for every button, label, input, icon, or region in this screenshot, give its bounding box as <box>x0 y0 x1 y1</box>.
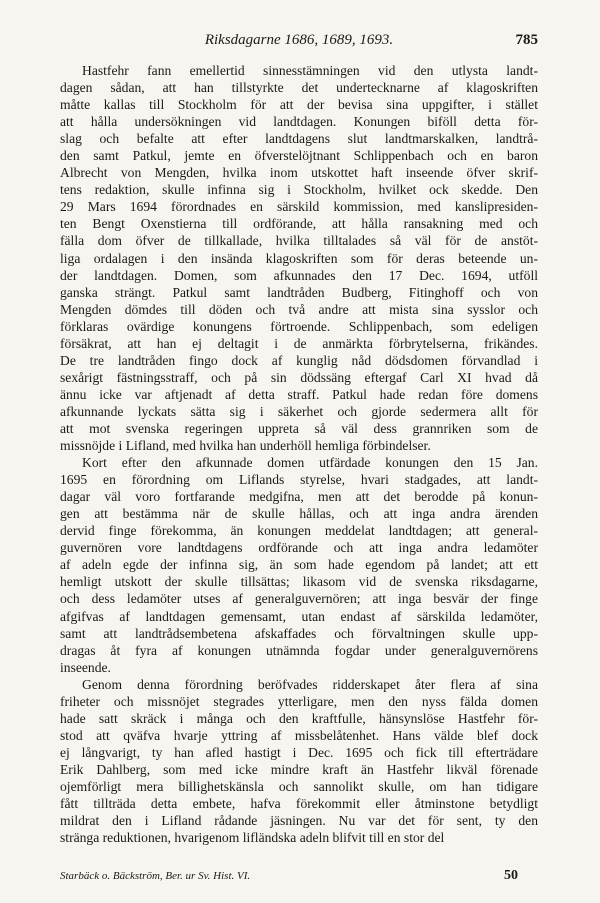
text-line: ganska strängt. Patkul samt landtråden Budberg, Fitinghoff och von <box>60 284 538 300</box>
text-line: afgifvas af landtdagen gemensamt, utan endast af särskilda ledamöter, <box>60 608 538 624</box>
text-line: förklaras ovärdige konungens förtroende. Schlippenbach, som edeligen <box>60 318 538 334</box>
page-footer <box>60 868 538 888</box>
text-line: friheter och missnöjet stegrades ytterligare, men den nyss fälda domen <box>60 693 538 709</box>
text-line: 29 Mars 1694 förordnades en särskild kommission, med kanslipresiden- <box>60 199 538 215</box>
text-line: dragas åt fyra af konungen utnämnda fogdar under generalguvernörens <box>60 642 538 658</box>
text-line: liga ordalagen i den insända klagoskriften som för deras beteende un- <box>60 250 538 266</box>
text-line: samt att landtrådsembetena afskaffades och förvaltningen skulle upp- <box>60 625 538 641</box>
text-line: guvernören vore landtdagens ordförande och att inga andra ledamöter <box>60 540 538 556</box>
text-line: dagen sådan, att han tillstyrkte det undertecknarne af klagoskriften <box>60 80 538 96</box>
text-line: och dess ledamöter utses af generalguvernören; att inga besvär der finge <box>60 591 538 607</box>
text-line: 1695 en förordning om Liflands styrelse, hvari stadgades, att landt- <box>60 472 538 488</box>
text-line: dagar väl voro fortfarande medgifna, men att det berodde på konun- <box>60 489 538 505</box>
body-text <box>60 62 538 846</box>
text-line: dervid finge förekomma, än konungen meddelat landtdagen; att general- <box>60 523 538 539</box>
text-line: Albrecht von Mengden, hvilka inom utskottet haft inseende öfver skrif- <box>60 165 538 181</box>
text-line: tens redaktion, skulle infinna sig i Stockholm, hvilket ock skedde. Den <box>60 182 538 198</box>
text-line: gen att bestämma när de skulle hållas, och att inga andra ärenden <box>60 506 538 522</box>
text-line: slag och befalte att efter landtdagens slut landtmarskalken, landtrå- <box>60 131 538 147</box>
text-line: den samt Patkul, jemte en öfverstelöjtnant Schlippenbach och en baron <box>60 148 538 164</box>
text-line: ten Bengt Oxenstierna till ordförande, att hålla ransakning med och <box>60 216 538 232</box>
text-line: ojemförligt mera billighetskänsla och sannolikt skulle, om han tidigare <box>60 778 538 794</box>
text-line: sexårigt fästningsstraff, och på sin dödssäng eftergaf Carl XI hvad då <box>60 369 538 385</box>
text-line: fått tillträda detta embete, hafva förekommit eller åtminstone betydligt <box>60 796 538 812</box>
text-line: måtte kallas till Stockholm för att der bevisa sina uppgifter, i stället <box>60 97 538 113</box>
text-line: Genom denna förordning beröfvades ridderskapet åter flera af sina <box>82 676 538 692</box>
footer-source-note: Starbäck o. Bäckström, Ber. ur Sv. Hist. VI. <box>60 870 251 882</box>
text-line: försäkrat, att han ej deltagit i de anmärkta förbrytelserna, frikändes. <box>60 335 538 351</box>
text-line: Kort efter den afkunnade domen utfärdade konungen den 15 Jan. <box>82 455 538 471</box>
text-line: ännu icke var aftjenadt af detta straff. Patkul hade redan före domens <box>60 386 538 402</box>
text-line: der landtdagen. Domen, som afkunnades den 17 Dec. 1694, utföll <box>60 267 538 283</box>
text-line: Hastfehr fann emellertid sinnesstämningen vid den utlysta landt- <box>82 63 538 78</box>
text-line: De tre landtråden fingo dock af kunglig nåd dödsdomen förvandlad i <box>60 352 538 368</box>
text-line: Erik Dahlberg, som med icke mindre kraft än Hastfehr likväl förenade <box>60 761 538 777</box>
running-title: Riksdagarne 1686, 1689, 1693. <box>204 32 394 48</box>
page-number: 785 <box>515 32 538 48</box>
text-line: Mengden dömdes till döden och två andre att mista sina sysslor och <box>60 301 538 317</box>
signature-mark: 50 <box>504 868 518 883</box>
text-line: af adeln egde der infinna sig, än som hade egendom på landet; att ett <box>60 557 538 573</box>
text-line: hade satt skräck i många och den kraftfulle, hänsynslöse Hastfehr för- <box>60 710 538 726</box>
text-line: att hålla undersökningen vid landtdagen. Konungen biföll detta för- <box>60 114 538 130</box>
text-line: att mot svenska regeringen uppreta så väl dess grannriken som de <box>60 420 538 436</box>
text-line: mildrat den i Lifland rådande jäsningen. Nu var det för sent, ty den <box>60 813 538 829</box>
text-line: ej långvarigt, ty han afled hastigt i Dec. 1695 och fick till efterträdare <box>60 744 538 760</box>
text-line: stränga reduktionen, hvarigenom lifländska adeln blifvit till en stor del <box>60 830 445 846</box>
text-line: fälla dom öfver de tillkallade, hvilka tilltalades så väl för de anstöt- <box>60 233 538 249</box>
text-line: missnöjde i Lifland, med hvilka han underhöll hemliga förbindelser. <box>60 438 431 454</box>
text-line: afkunnande lyckats sätta sig i säkerhet och gjorde sedermera allt för <box>60 403 538 419</box>
text-line: hemligt utskott der skulle tillsättas; likasom vid de svenska riksdagarne, <box>60 574 538 590</box>
running-header <box>60 32 538 54</box>
text-line: inseende. <box>60 659 111 675</box>
text-line: stod att qväfva hvarje yttring af missbelåtenhet. Hans välde blef dock <box>60 727 538 743</box>
